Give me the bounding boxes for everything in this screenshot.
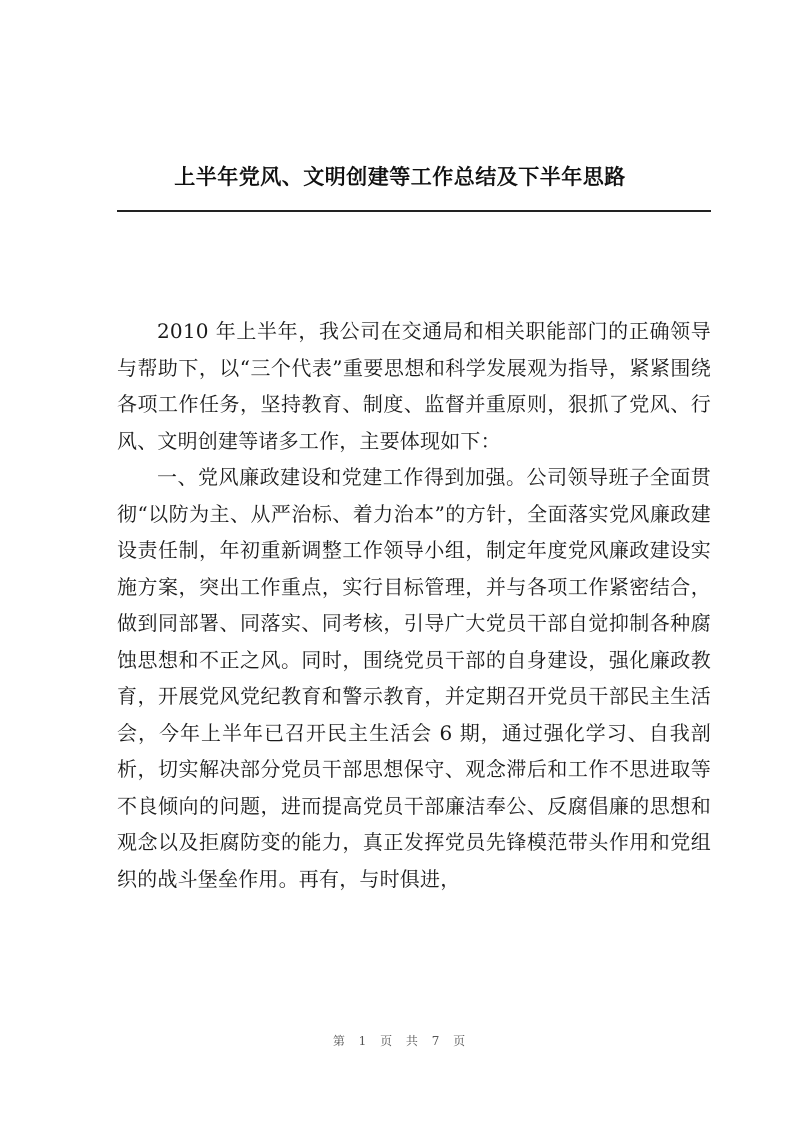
paragraph-section-1: 一、党风廉政建设和党建工作得到加强。公司领导班子全面贯彻“以防为主、从严治标、着力治本”的方针，全面落实党风廉政建设责任制，年初重新调整工作领导小组，制定年度党风廉政建设实施方案，突出工作重点，实行目标管理，并与各项工作紧密结合，做到同部署、同落实、同考核，引导广大党员干部自觉抑制各种腐蚀思想和不正之风。同时，围绕党员干部的自身建设，强化廉政教育，开展党风党纪教育和警示教育，并定期召开党员干部民主生活会，今年上半年已召开民主生活会 6 期，通过强化学习、自我剖析，切实解决部分党员干部思想保守、观念滞后和工作不思进取等不良倾向的问题，进而提高党员干部廉洁奉公、反腐倡廉的思想和观念以及拒腐防变的能力，真正发挥党员先锋模范带头作用和党组织的战斗堡垒作用。再有，与时俱进， [117,465,711,891]
paragraph-intro: 2010 年上半年，我公司在交通局和相关职能部门的正确领导与帮助下，以“三个代表”重要思想和科学发展观为指导，紧紧围绕各项工作任务，坚持教育、制度、监督并重原则，狠抓了党风、行风、文明创建等诸多工作，主要体现如下： [117,319,711,453]
document-body [117,313,711,897]
page-number-footer: 第 1 页 共 7 页 [332,1034,468,1048]
title-underline [117,210,711,212]
document-title: 上半年党风、文明创建等工作总结及下半年思路 [174,165,626,189]
